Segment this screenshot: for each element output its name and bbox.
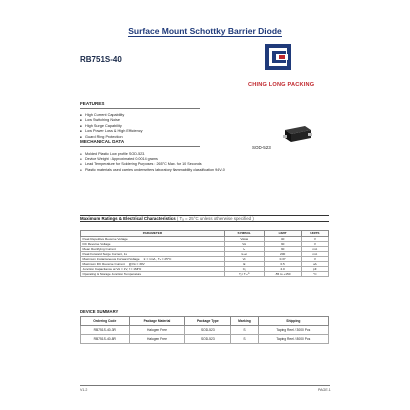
- table-cell: Maximum DC Reverse Current @Vʀ = 30V: [81, 262, 225, 267]
- footer-divider: [80, 385, 330, 386]
- table-cell: V: [301, 236, 328, 241]
- table-row: [81, 326, 329, 335]
- column-header: Package Material: [129, 317, 185, 326]
- mechanical-heading: MECHANICAL DATA: [80, 139, 125, 144]
- column-header: Shipping: [258, 317, 328, 326]
- table-cell: RB751S-40-3R: [81, 326, 130, 335]
- table-cell: Iₒ: [224, 246, 264, 251]
- document-title: Surface Mount Schottky Barrier Diode: [128, 26, 282, 36]
- column-header: Ordering Code: [81, 317, 130, 326]
- table-cell: Vʀ: [224, 241, 264, 246]
- table-row: [81, 335, 329, 344]
- list-item: ● Molded Plastic Low profile SOD-523.: [80, 152, 230, 157]
- column-header: PARAMETER: [81, 231, 225, 237]
- device-summary-heading: DEVICE SUMMARY: [80, 309, 119, 314]
- table-cell: Cⱼ: [224, 267, 264, 272]
- features-divider: [80, 108, 200, 109]
- version-label: V1.2: [80, 388, 88, 392]
- table-cell: 40: [264, 236, 301, 241]
- table-cell: RB751S-40-8R: [81, 335, 130, 344]
- column-header: UNITS: [301, 231, 328, 237]
- table-cell: uA: [301, 262, 328, 267]
- table-cell: Junction Capacitance at Vʀ = 1V, f = 1MHz: [81, 267, 225, 272]
- column-header: Package Type: [185, 317, 231, 326]
- table-cell: 200: [264, 251, 301, 256]
- table-cell: mA: [301, 251, 328, 256]
- table-header-row: [81, 317, 329, 326]
- company-logo-icon: [265, 44, 291, 70]
- table-cell: Tⱼ / Tₛₜᴳ: [224, 272, 264, 277]
- list-item: ■ High Surge Capability: [80, 124, 143, 129]
- mechanical-divider: [80, 146, 200, 147]
- table-cell: Operating & Storage Junction Temperature: [81, 272, 225, 277]
- list-item: ● Lead Temperature for Soldering Purposes : 265°C Max. for 10 Seconds: [80, 162, 230, 167]
- table-cell: Halogen Free: [129, 326, 185, 335]
- table-cell: SOD-523: [185, 326, 231, 335]
- column-header: LIMIT: [264, 231, 301, 237]
- list-item: ● Plastic materials used carries underwriters laboratory flammability classification 94V-0: [80, 168, 230, 173]
- table-cell: S: [231, 326, 258, 335]
- list-item: ■ Low Switching Noise: [80, 118, 143, 123]
- table-cell: mA: [301, 246, 328, 251]
- table-cell: Maximum Instantaneous Forward Voltage Iғ = 1mA , Tₐ = 25°C: [81, 256, 225, 261]
- table-cell: °C: [301, 272, 328, 277]
- table-cell: S: [231, 335, 258, 344]
- table-cell: Peak Repetitive Reverse Voltage: [81, 236, 225, 241]
- column-header: SYMBOL: [224, 231, 264, 237]
- sod523-package-icon: [283, 122, 313, 144]
- table-cell: Vʀʀᴍ: [224, 236, 264, 241]
- device-summary-table: [80, 316, 329, 344]
- ratings-heading: Maximum Ratings & Electrical Characteristics ( Tₐ = 25°C unless otherwise specified ): [80, 215, 329, 222]
- company-name: CHING LONG PACKING: [248, 82, 315, 88]
- list-item: ■ Guard Ring Protection: [80, 135, 143, 140]
- table-cell: 30: [264, 246, 301, 251]
- features-heading: FEATURES: [80, 101, 105, 106]
- table-row: [81, 272, 329, 277]
- table-cell: Iʀ: [224, 262, 264, 267]
- list-item: ■ Low Power Loss & High Efficiency: [80, 129, 143, 134]
- mechanical-list: [80, 152, 230, 173]
- table-cell: Taping Reel / 8000 Pcs: [258, 335, 328, 344]
- table-cell: 2.0: [264, 267, 301, 272]
- table-cell: pF: [301, 267, 328, 272]
- table-cell: Halogen Free: [129, 335, 185, 344]
- table-cell: Vғ: [224, 256, 264, 261]
- table-cell: V: [301, 256, 328, 261]
- table-cell: 30: [264, 241, 301, 246]
- table-cell: DC Reverse Voltage: [81, 241, 225, 246]
- table-cell: Peak Forward Surge Current, 1s: [81, 251, 225, 256]
- table-cell: Mean Rectifying Current: [81, 246, 225, 251]
- table-cell: 0.37: [264, 256, 301, 261]
- column-header: Marking: [231, 317, 258, 326]
- table-cell: -55 to +150: [264, 272, 301, 277]
- table-cell: Taping Reel / 3000 Pcs: [258, 326, 328, 335]
- ratings-table: [80, 230, 329, 277]
- features-list: [80, 113, 143, 140]
- list-item: ● Device Weight : Approximated 0.0014 grams: [80, 157, 230, 162]
- table-cell: V: [301, 241, 328, 246]
- part-number: RB751S-40: [80, 55, 122, 64]
- table-cell: Iғₛᴍ: [224, 251, 264, 256]
- list-item: ■ High Current Capability: [80, 113, 143, 118]
- table-cell: SOD-523: [185, 335, 231, 344]
- page-number: PAGE.1: [318, 388, 331, 392]
- package-label: SOD-523: [252, 145, 271, 150]
- table-cell: 0.5: [264, 262, 301, 267]
